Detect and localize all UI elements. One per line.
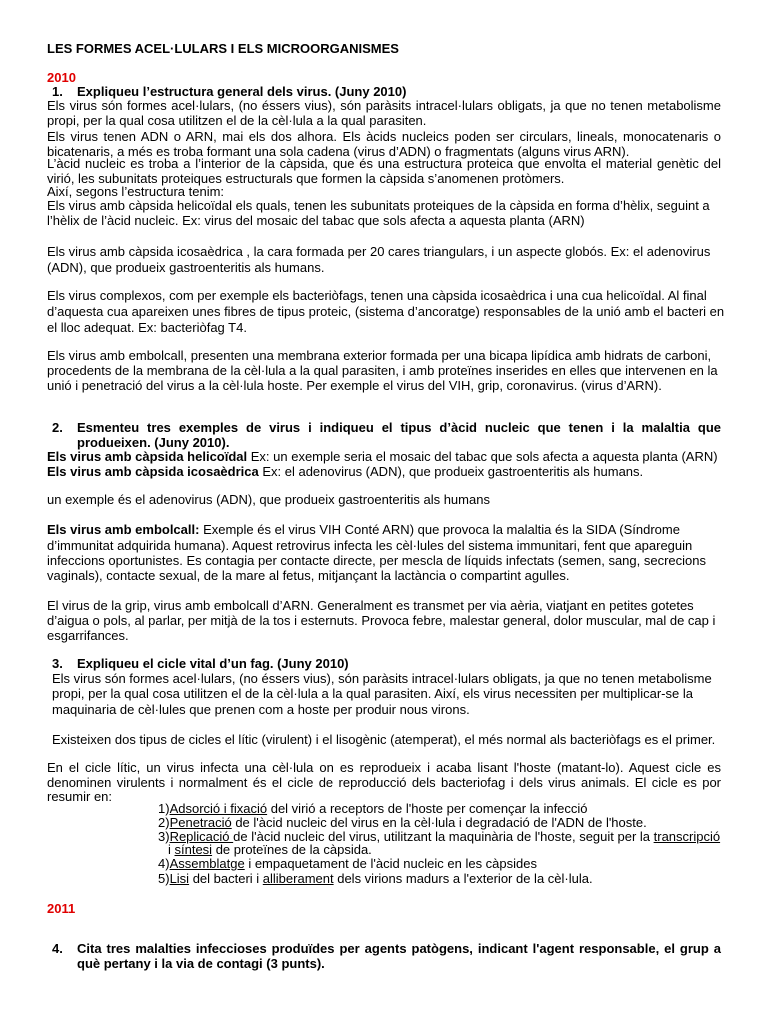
q3-step-number: 3) — [158, 829, 170, 844]
q1-paragraph-line: el lloc adequat. Ex: bacteriòfag T4. — [47, 320, 247, 335]
q1-number: 1. — [52, 84, 63, 99]
q1-paragraph-line: Els virus són formes acel·lulars, (no éssers vius), són paràsits intracel·lulars obligats, ja que no tenen metabolisme — [47, 98, 721, 113]
q1-paragraph-line: (ADN), que produeix gastroenteritis als humans. — [47, 260, 325, 275]
q3-step-text: i — [168, 842, 175, 857]
q3-step-text: de l'àcid nucleic del virus en la cèl·lula i degradació de l'ADN de l'hoste. — [231, 815, 647, 830]
q3-step-term: transcripció — [653, 829, 721, 844]
q3-step-term: Penetració — [169, 815, 232, 830]
q3-step-number: 2) — [158, 815, 170, 830]
q3-step-text: del bacteri i — [189, 871, 263, 886]
q3-step-text: del virió a receptors de l'hoste per començar la infecció — [267, 801, 588, 816]
q1-paragraph-line: Els virus amb embolcall, presenten una membrana exterior formada per una bicapa lipídica amb hidrats de carboni, — [47, 348, 712, 363]
q1-paragraph-line: unió i penetració del virus a la cèl·lula hoste. Per exemple el virus del VIH, grip, coronavirus. (virus d’ARN). — [47, 378, 662, 393]
q2-grip-line: esgarrifances. — [47, 628, 129, 643]
q1-paragraph-line: L’àcid nucleic es troba a l’interior de la càpsida, que és una estructura proteica que envolta el material genètic del — [47, 156, 721, 171]
q2-embolcall-label: Els virus amb embolcall: — [47, 522, 200, 537]
q2-grip-line: d’aigua o pols, al parlar, per mitjà de la tos i esternuts. Provoca febre, malestar general, dolor muscular, mal de cap i — [47, 613, 716, 628]
q2-embolcall-text: Exemple és el virus VIH Conté ARN) que provoca la malaltia és la SIDA (Síndrome — [199, 522, 680, 537]
q3-step-number: 1) — [158, 801, 170, 816]
q3-step-term: alliberament — [262, 871, 334, 886]
q3-step-term: Assemblatge — [169, 856, 245, 871]
q3-step-number: 4) — [158, 856, 170, 871]
q1-heading: Expliqueu l’estructura general dels virus. (Juny 2010) — [77, 84, 407, 99]
q1-paragraph-line: l’hèlix de l’àcid nucleic. Ex: virus del mosaic del tabac que sols afecta a aquesta planta (ARN) — [47, 213, 585, 228]
q2-embolcall-line — [47, 522, 680, 538]
q1-paragraph-line: d’aquesta cua apareixen unes fibres de tipus proteic, (sistema d’ancoratge) responsables de la unió amb el bacteri en — [47, 304, 725, 319]
q3-paragraph-line: Els virus són formes acel·lulars, (no éssers vius), són paràsits intracel·lulars obligats, ja que no tenen metabolisme — [52, 671, 712, 686]
q3-step-number: 5) — [158, 871, 170, 886]
q3-step-term: Lisi — [169, 871, 190, 886]
q2-embolcall-line: d’immunitat adquirida humana). Aquest retrovirus infecta les cèl·lules del sistema immunitari, fent que apareguin — [47, 538, 693, 553]
q2-example-line — [47, 464, 643, 480]
document-title: LES FORMES ACEL·LULARS I ELS MICROORGANISMES — [47, 41, 399, 56]
q3-step-text: de proteïnes de la càpsida. — [212, 842, 372, 857]
q1-paragraph-line: bicatenaris, a més es troba formant una sola cadena (virus d’ADN) o fragmentats (alguns virus ARN). — [47, 144, 630, 159]
q3-paragraph-line: propi, per la qual cosa utilitzen el de la cèl·lula a la qual parasiten. Així, els virus necessiten per multiplicar-se la — [52, 686, 693, 701]
q2-grip-line: El virus de la grip, virus amb embolcall d’ARN. Generalment es transmet per via aèria, viatjant en petites gotetes — [47, 598, 694, 613]
q2-example-text: Ex: un exemple seria el mosaic del tabac que sols afecta a aquesta planta (ARN) — [247, 449, 718, 464]
q2-heading: produeixen. (Juny 2010). — [77, 435, 230, 450]
q1-paragraph-line: Els virus tenen ADN o ARN, mai els dos alhora. Els àcids nucleics poden ser circulars, lineals, monocatenaris o — [47, 129, 721, 144]
q4-heading: què pertany i la via de contagi (3 punts). — [77, 956, 325, 971]
q3-step-term: Replicació — [169, 829, 234, 844]
q3-step — [158, 856, 537, 872]
q3-paragraph-line: maquinaria de cèl·lules que prenen com a hoste per produir nous virons. — [52, 702, 470, 717]
q3-step-text: dels virions madurs a l'exterior de la cèl·lula. — [333, 871, 593, 886]
q1-paragraph-line: Així, segons l’estructura tenim: — [47, 184, 225, 199]
q1-paragraph-line: virió, les subunitats proteiques estructurals que formen la càpsida s’anomenen protòmers. — [47, 171, 565, 186]
q2-example-line — [47, 449, 718, 465]
q1-paragraph-line: Els virus complexos, com per exemple els bacteriòfags, tenen una càpsida icosaèdrica i una cua helicoïdal. Al final — [47, 288, 707, 303]
q3-number: 3. — [52, 656, 63, 671]
q1-paragraph-line: Els virus amb càpsida icosaèdrica , la cara formada per 20 cares triangulars, i un aspecte globós. Ex: el adenovirus — [47, 244, 711, 259]
q3-step-text: de l'àcid nucleic del virus, utilitzant la maquinària de l'hoste, seguit per la — [233, 829, 654, 844]
section-year-2010: 2010 — [47, 70, 76, 85]
q2-example-line: un exemple és el adenovirus (ADN), que produeix gastroenteritis als humans — [47, 492, 490, 507]
q2-number: 2. — [52, 420, 63, 435]
q2-example-label: Els virus amb càpsida helicoïdal — [47, 449, 248, 464]
q2-embolcall-line: infeccions oportunistes. Es contagia per contacte directe, per mescla de líquids infectats (semen, sang, secrecions — [47, 553, 707, 568]
q3-paragraph-line: resumir en: — [47, 789, 113, 804]
q3-paragraph-line: En el cicle lític, un virus infecta una cèl·lula on es reprodueix i acaba lisant l'hoste (matant-lo). Aquest cicle es — [47, 760, 721, 775]
section-year-2011: 2011 — [47, 901, 76, 916]
q2-embolcall-line: vaginals), contacte sexual, de la mare al fetus, mitjançant la lactància o compartint agulles. — [47, 568, 570, 583]
q3-paragraph-line: Existeixen dos tipus de cicles el lític (virulent) i el lisogènic (atemperat), el més normal als bacteriòfags es el primer. — [52, 732, 716, 747]
q4-heading: Cita tres malalties infeccioses produïdes per agents patògens, indicant l'agent responsable, el grup a — [77, 941, 721, 956]
q1-paragraph-line: propi, per la qual cosa utilitzen el de la cèl·lula a la qual parasiten. — [47, 113, 427, 128]
q2-example-text: Ex: el adenovirus (ADN), que produeix gastroenteritis als humans. — [258, 464, 644, 479]
q4-number: 4. — [52, 941, 63, 956]
q3-step-term: síntesi — [174, 842, 213, 857]
q1-paragraph-line: Els virus amb càpsida helicoïdal els quals, tenen les subunitats proteiques de la càpsida en forma d’hèlix, seguint a — [47, 198, 710, 213]
q2-heading: Esmenteu tres exemples de virus i indiqueu el tipus d’àcid nucleic que tenen i la malaltia que — [77, 420, 721, 435]
q2-example-label: Els virus amb càpsida icosaèdrica — [47, 464, 259, 479]
q3-paragraph-line: denominen virulents i normalment és el cicle de reproducció dels bacteriofag i dels virus animals. El cicle es por — [47, 775, 721, 790]
q3-heading: Expliqueu el cicle vital d’un fag. (Juny 2010) — [77, 656, 349, 671]
q3-step-term: Adsorció i fixació — [169, 801, 268, 816]
q3-step-text: i empaquetament de l'àcid nucleic en les càpsides — [244, 856, 537, 871]
q1-paragraph-line: procedents de la membrana de la cèl·lula a la qual parasiten, i amb proteïnes inserides en elles que intervenen en la — [47, 363, 718, 378]
q3-step — [158, 871, 593, 887]
